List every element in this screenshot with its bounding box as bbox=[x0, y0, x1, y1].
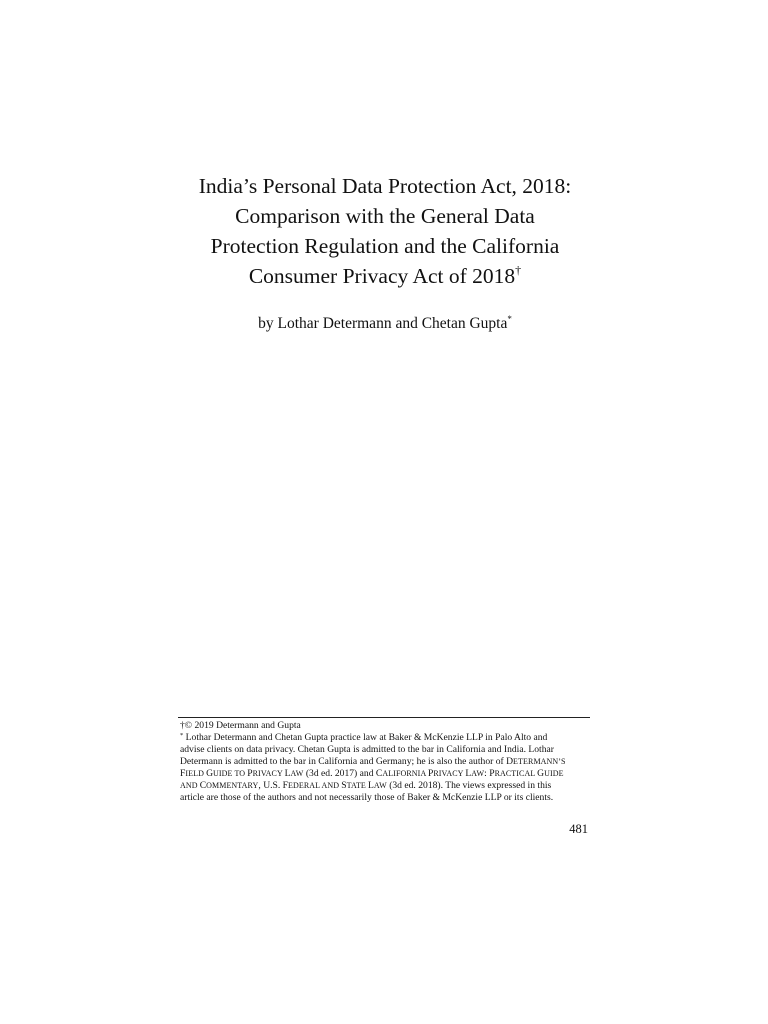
footnote-text: (3d ed. 2018). The views expressed in this bbox=[386, 780, 552, 791]
footnote-text: G bbox=[206, 768, 213, 779]
footnote-author-line bbox=[180, 792, 590, 804]
byline-text: by Lothar Determann and Chetan Gupta bbox=[258, 315, 508, 332]
footnote-author-line bbox=[180, 768, 590, 780]
footnote-text: P bbox=[427, 768, 434, 779]
footnote-text: L bbox=[284, 768, 291, 779]
footnote-text: RIVACY bbox=[252, 769, 285, 778]
footnote-marker: † bbox=[180, 720, 185, 731]
footnote-text: P bbox=[489, 768, 495, 779]
footnote-text: EDERAL AND bbox=[288, 781, 342, 790]
footnote-text: article are those of the authors and not necessarily those of Baker & McKenzie LLP or its clients. bbox=[180, 792, 554, 803]
title-line: Comparison with the General Data bbox=[235, 204, 535, 228]
footnote-text: Lothar Determann and Chetan Gupta practice law at Baker & McKenzie LLP in Palo Alto and bbox=[185, 732, 548, 743]
footnote-text: TATE bbox=[346, 781, 369, 790]
footnote-text: ALIFORNIA bbox=[382, 769, 428, 778]
footnote-text: : bbox=[484, 768, 490, 779]
footnote-text: C bbox=[375, 768, 383, 779]
footnote-text: ETERMANN’S bbox=[513, 757, 566, 766]
footnote-text: AW bbox=[290, 769, 304, 778]
footnote-text: L bbox=[465, 768, 472, 779]
footnote-text: F bbox=[180, 768, 186, 779]
footnote-text: G bbox=[537, 768, 545, 779]
footnote-author-line bbox=[180, 732, 590, 744]
title-line-text: Consumer Privacy Act of 2018 bbox=[248, 264, 516, 288]
footnote-text: F bbox=[282, 780, 289, 791]
page-number: 481 bbox=[569, 822, 588, 836]
title-line-last bbox=[150, 261, 620, 291]
footnote-text: IELD bbox=[185, 769, 207, 778]
title-line: Protection Regulation and the California bbox=[210, 234, 560, 258]
footnote-text: , U.S. bbox=[258, 780, 283, 791]
footnote-text: P bbox=[247, 768, 253, 779]
footnote-text: UIDE bbox=[544, 769, 564, 778]
footnote-author-line bbox=[180, 780, 590, 792]
footnote-copyright-text: © 2019 Determann and Gupta bbox=[184, 720, 301, 731]
footnote-text: advise clients on data privacy. Chetan Gupta is admitted to the bar in California and India. Lothar bbox=[180, 744, 554, 755]
footnote-text: AW bbox=[373, 781, 387, 790]
footnote-text: RACTICAL bbox=[494, 769, 538, 778]
footnote-text: AND bbox=[180, 781, 200, 790]
footnote-text: RIVACY bbox=[433, 769, 466, 778]
footnote-text: S bbox=[341, 780, 347, 791]
footnote-text: D bbox=[506, 756, 514, 767]
footnote-text: UIDE TO bbox=[213, 769, 248, 778]
footnote-text: C bbox=[199, 780, 207, 791]
author-byline bbox=[150, 314, 620, 334]
footnote-text: Determann is admitted to the bar in California and Germany; he is also the author of bbox=[180, 756, 507, 767]
footnote-marker: * bbox=[180, 732, 184, 739]
article-title bbox=[150, 171, 620, 291]
footnote-text: OMMENTARY bbox=[206, 781, 259, 790]
footnote-separator bbox=[178, 717, 590, 718]
footnote-text: AW bbox=[471, 769, 485, 778]
title-line: India’s Personal Data Protection Act, 2018: bbox=[198, 174, 572, 198]
footnote-author-line bbox=[180, 744, 590, 756]
title-footnote-marker: † bbox=[515, 263, 522, 277]
footnote-text: (3d ed. 2017) and bbox=[303, 768, 376, 779]
byline-footnote-marker: * bbox=[507, 314, 512, 324]
footnote-author-line bbox=[180, 756, 590, 768]
footnote-text: L bbox=[368, 780, 374, 791]
footnotes bbox=[180, 720, 590, 804]
footnote-copyright bbox=[180, 720, 590, 732]
